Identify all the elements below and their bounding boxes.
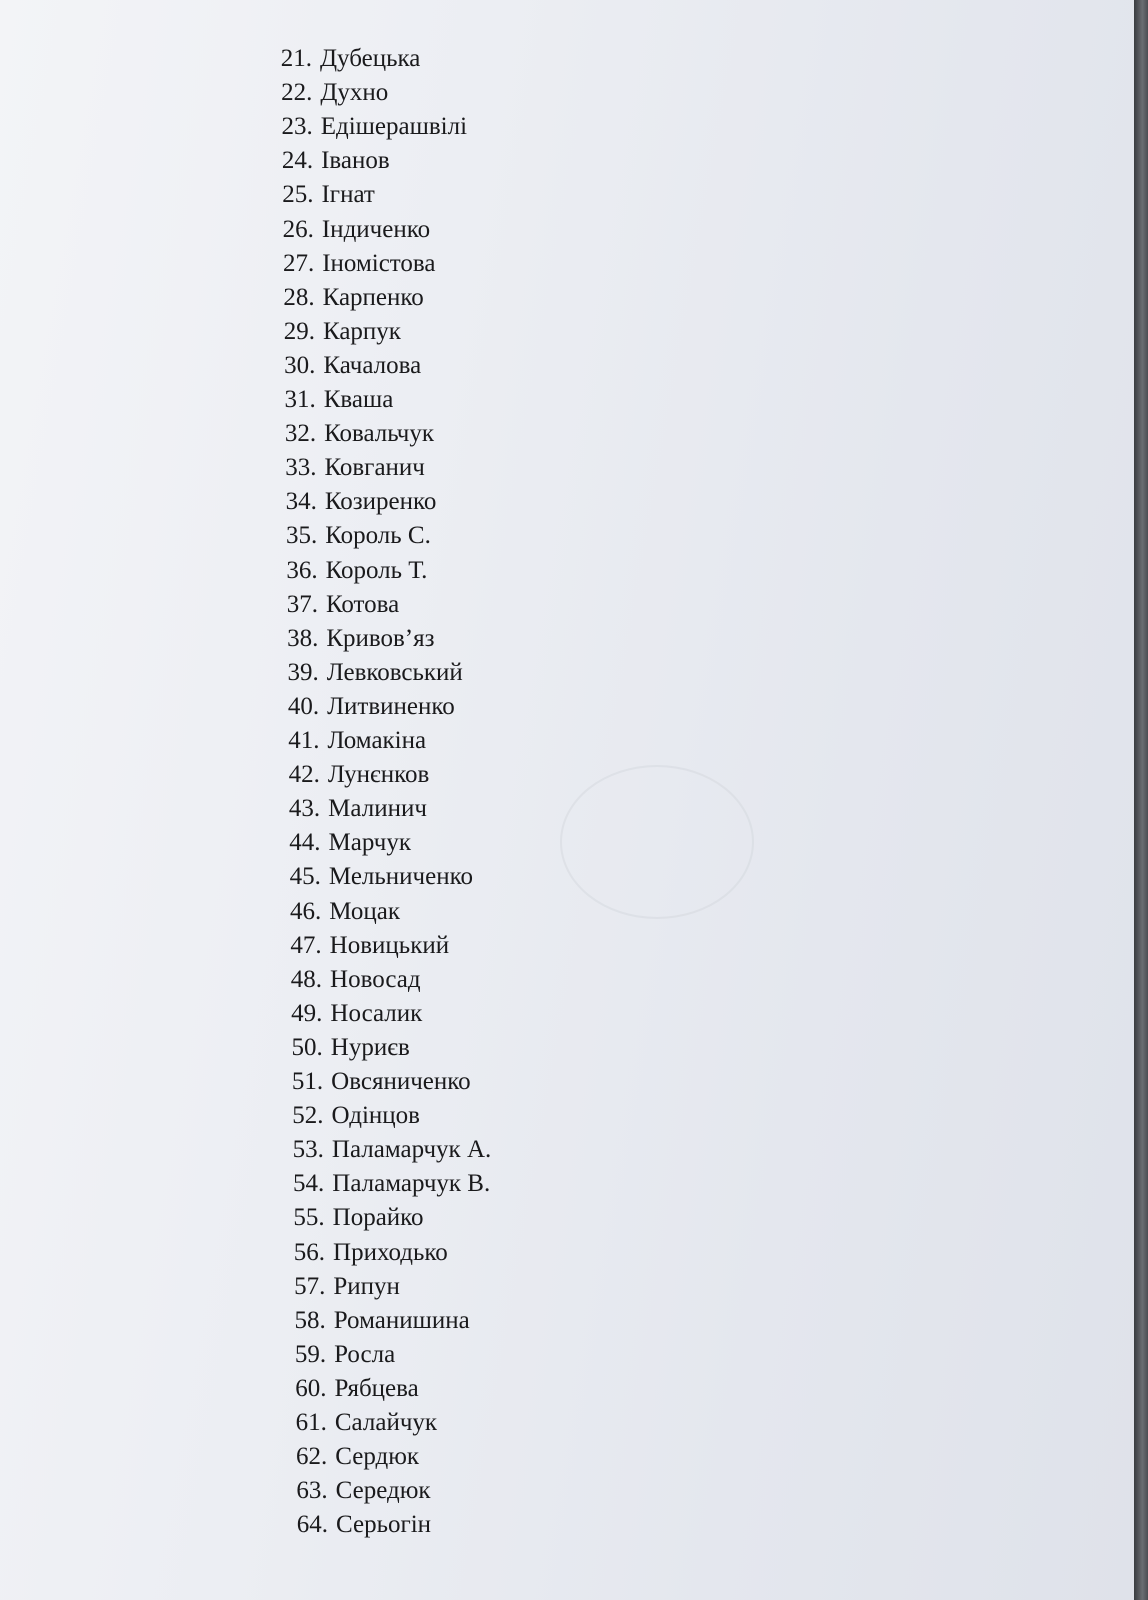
- list-item: [281, 1374, 419, 1404]
- item-name: Едішерашвілі: [320, 113, 468, 141]
- list-item: [267, 180, 374, 210]
- item-number: 60.: [295, 1374, 327, 1402]
- list-item: [277, 1033, 410, 1063]
- list-item: [270, 419, 434, 449]
- item-name: Нуриєв: [330, 1033, 410, 1061]
- list-item: [282, 1476, 431, 1506]
- item-name: Сердюк: [335, 1443, 420, 1471]
- item-name: Кваша: [323, 386, 394, 413]
- item-number: 42.: [288, 761, 320, 789]
- list-item: [266, 78, 388, 108]
- item-number: 50.: [291, 1033, 323, 1061]
- item-name: Духно: [320, 79, 389, 107]
- item-number: 59.: [294, 1340, 327, 1368]
- list-item: [269, 351, 421, 381]
- item-name: Кривов’яз: [326, 624, 435, 652]
- item-name: Іномістова: [322, 249, 436, 277]
- list-item: [274, 794, 427, 824]
- item-name: Ломакіна: [327, 727, 427, 754]
- page-edge: [1134, 0, 1148, 1600]
- list-item: [275, 862, 473, 892]
- item-name: Рипун: [333, 1272, 400, 1300]
- item-name: Карпук: [322, 317, 401, 345]
- item-number: 40.: [287, 692, 320, 720]
- list-item: [280, 1306, 470, 1336]
- item-name: Середюк: [335, 1477, 431, 1505]
- item-number: 31.: [284, 386, 316, 413]
- list-item: [268, 249, 435, 279]
- item-name: Одінцов: [331, 1102, 420, 1130]
- list-item: [269, 283, 424, 313]
- item-name: Салайчук: [334, 1409, 438, 1436]
- item-number: 61.: [295, 1409, 327, 1436]
- list-item: [266, 44, 420, 74]
- item-number: 53.: [292, 1136, 324, 1164]
- item-number: 43.: [288, 795, 321, 823]
- item-number: 55.: [293, 1204, 325, 1232]
- item-name: Паламарчук В.: [332, 1170, 491, 1198]
- list-item: [279, 1203, 424, 1233]
- item-number: 46.: [290, 897, 322, 925]
- item-number: 23.: [281, 113, 313, 141]
- item-name: Котова: [325, 590, 400, 618]
- item-name: Король С.: [325, 522, 431, 550]
- item-number: 32.: [284, 420, 317, 448]
- item-name: Карпенко: [322, 283, 424, 311]
- list-item: [275, 828, 411, 858]
- item-number: 22.: [281, 79, 313, 107]
- item-name: Дубецька: [320, 45, 421, 72]
- list-item: [271, 521, 431, 551]
- item-number: 45.: [289, 863, 321, 891]
- item-number: 47.: [290, 931, 322, 959]
- item-number: 36.: [286, 556, 318, 584]
- list-item: [279, 1238, 448, 1268]
- item-name: Приходько: [333, 1238, 448, 1266]
- list-item: [269, 317, 401, 347]
- list-item: [268, 215, 430, 245]
- list-item: [280, 1340, 395, 1370]
- item-number: 58.: [294, 1306, 326, 1334]
- item-number: 44.: [289, 829, 321, 857]
- item-name: Король Т.: [325, 556, 428, 584]
- item-name: Індиченко: [321, 215, 431, 243]
- item-name: Романишина: [333, 1306, 470, 1334]
- item-name: Новосад: [330, 965, 421, 993]
- list-item: [273, 726, 426, 756]
- item-number: 27.: [282, 249, 315, 277]
- item-number: 54.: [293, 1170, 325, 1198]
- item-name: Качалова: [323, 351, 422, 379]
- item-number: 34.: [285, 488, 317, 516]
- list-item: [278, 1101, 420, 1131]
- item-number: 29.: [283, 317, 315, 345]
- list-item: [279, 1272, 400, 1302]
- item-number: 26.: [282, 215, 314, 243]
- item-name: Мельниченко: [328, 863, 473, 891]
- item-name: Серьогін: [336, 1511, 432, 1539]
- list-item: [270, 453, 424, 483]
- show-through-stamp: [560, 765, 754, 919]
- item-name: Ковганич: [324, 454, 425, 482]
- list-item: [275, 897, 400, 927]
- item-number: 41.: [288, 727, 320, 754]
- item-number: 57.: [294, 1272, 326, 1300]
- list-item: [282, 1510, 431, 1540]
- item-number: 39.: [287, 658, 319, 686]
- item-name: Носалик: [330, 999, 423, 1027]
- list-item: [274, 760, 430, 790]
- item-name: Порайко: [332, 1204, 424, 1232]
- list-item: [278, 1135, 491, 1165]
- item-number: 56.: [293, 1238, 326, 1266]
- item-name: Іванов: [321, 147, 390, 175]
- list-item: [273, 658, 463, 688]
- item-name: Рябцева: [334, 1374, 419, 1402]
- item-name: Паламарчук А.: [331, 1136, 492, 1164]
- item-number: 33.: [285, 454, 317, 482]
- list-item: [273, 692, 455, 722]
- item-number: 51.: [291, 1068, 324, 1095]
- list-item: [281, 1442, 419, 1472]
- list-item: [272, 556, 428, 586]
- item-number: 52.: [292, 1102, 324, 1130]
- item-name: Литвиненко: [327, 692, 455, 720]
- item-name: Новицький: [329, 931, 450, 959]
- item-name: Марчук: [328, 829, 411, 857]
- item-number: 24.: [281, 147, 314, 175]
- item-name: Козиренко: [324, 488, 437, 516]
- list-item: [267, 146, 390, 176]
- list-item: [272, 624, 434, 654]
- item-number: 64.: [296, 1511, 328, 1539]
- item-number: 28.: [283, 283, 315, 311]
- list-item: [270, 385, 394, 415]
- list-item: [276, 999, 422, 1029]
- list-item: [278, 1169, 490, 1199]
- item-number: 63.: [296, 1477, 328, 1505]
- item-number: 48.: [290, 965, 323, 993]
- item-number: 35.: [285, 522, 318, 550]
- item-number: 49.: [291, 999, 323, 1027]
- list-item: [276, 965, 421, 995]
- item-number: 38.: [287, 624, 319, 652]
- item-name: Лунєнков: [327, 761, 430, 789]
- list-item: [277, 1067, 471, 1097]
- list-item: [276, 931, 449, 961]
- list-item: [271, 487, 437, 517]
- item-number: 62.: [296, 1443, 328, 1471]
- list-item: [272, 590, 399, 620]
- item-name: Ковальчук: [324, 420, 434, 448]
- list-item: [281, 1408, 437, 1438]
- item-name: Левковський: [326, 658, 463, 686]
- item-name: Моцак: [329, 897, 401, 925]
- item-number: 30.: [284, 351, 316, 379]
- item-number: 21.: [280, 45, 312, 72]
- item-name: Овсяниченко: [331, 1068, 471, 1095]
- item-name: Росла: [334, 1340, 396, 1368]
- item-number: 25.: [282, 181, 314, 209]
- list-item: [267, 112, 467, 142]
- item-name: Малинич: [328, 795, 427, 823]
- item-name: Ігнат: [321, 181, 375, 209]
- item-number: 37.: [286, 590, 318, 618]
